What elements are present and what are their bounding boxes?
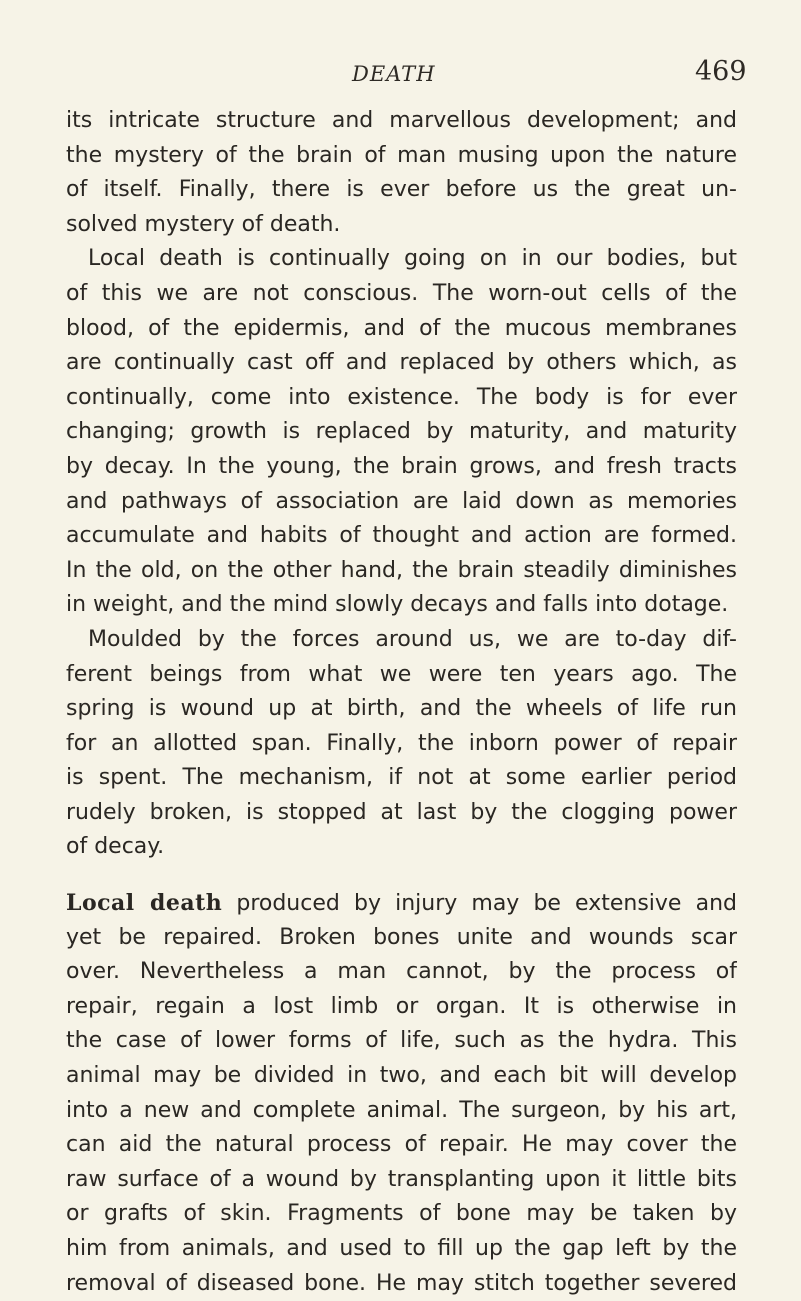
text-line: rudely broken, is stopped at last by the clogging power (66, 799, 737, 825)
text-line: solved mystery of death. (66, 211, 341, 237)
paragraph (66, 242, 737, 623)
paragraph (66, 623, 737, 865)
text-line: of itself. Finally, there is ever before us the great un- (66, 177, 737, 203)
text-line: Local death is continually going on in our bodies, but (88, 246, 737, 272)
text-fragment: produced by injury may be extensive and (236, 891, 737, 917)
text-line: yet be repaired. Broken bones unite and wounds scar (66, 924, 737, 950)
text-line: are continually cast off and replaced by others which, as (66, 350, 737, 376)
text-line: and pathways of association are laid down as memories (66, 488, 737, 514)
chapter-title: DEATH (352, 62, 436, 86)
text-line: ferent beings from what we were ten years ago. The (66, 661, 737, 687)
text-line: the mystery of the brain of man musing upon the nature (66, 142, 737, 168)
text-line (66, 886, 737, 921)
running-header (0, 56, 801, 104)
text-line: him from animals, and used to fill up the gap left by the (66, 1236, 737, 1261)
paragraph (66, 886, 737, 1301)
text-line: Moulded by the forces around us, we are to-day dif- (88, 626, 737, 652)
text-line: changing; growth is replaced by maturity, and maturity (66, 419, 737, 445)
paragraph (66, 104, 737, 242)
text-line: continually, come into existence. The body is for ever (66, 384, 737, 410)
text-line: removal of diseased bone. He may stitch together severed (66, 1270, 737, 1296)
text-line: for an allotted span. Finally, the inborn power of repair (66, 730, 737, 756)
run-in-heading: Local death (66, 890, 223, 917)
body-text (66, 104, 737, 1301)
text-line: the case of lower forms of life, such as the hydra. This (66, 1028, 737, 1054)
page-number: 469 (695, 56, 747, 87)
text-line: its intricate structure and marvellous development; and (66, 108, 737, 133)
text-line: animal may be divided in two, and each bit will develop (66, 1063, 737, 1089)
text-line: raw surface of a wound by transplanting upon it little bits (66, 1166, 737, 1192)
text-line: in weight, and the mind slowly decays and falls into dotage. (66, 592, 729, 618)
text-line: can aid the natural process of repair. He may cover the (66, 1132, 737, 1158)
text-line: accumulate and habits of thought and action are formed. (66, 523, 737, 549)
text-line: is spent. The mechanism, if not at some earlier period (66, 765, 737, 791)
text-line: of this we are not conscious. The worn-out cells of the (66, 280, 737, 306)
text-line: or grafts of skin. Fragments of bone may be taken by (66, 1201, 737, 1227)
text-line: by decay. In the young, the brain grows, and fresh tracts (66, 453, 737, 479)
text-line: of decay. (66, 834, 165, 860)
text-line: into a new and complete animal. The surgeon, by his art, (66, 1097, 737, 1123)
text-line: repair, regain a lost limb or organ. It is otherwise in (66, 993, 737, 1019)
text-line: over. Nevertheless a man cannot, by the process of (66, 959, 737, 985)
text-line: In the old, on the other hand, the brain steadily diminishes (66, 557, 737, 583)
paragraph-gap (66, 865, 737, 886)
text-line: blood, of the epidermis, and of the mucous membranes (66, 315, 737, 341)
text-line: spring is wound up at birth, and the wheels of life run (66, 696, 737, 722)
